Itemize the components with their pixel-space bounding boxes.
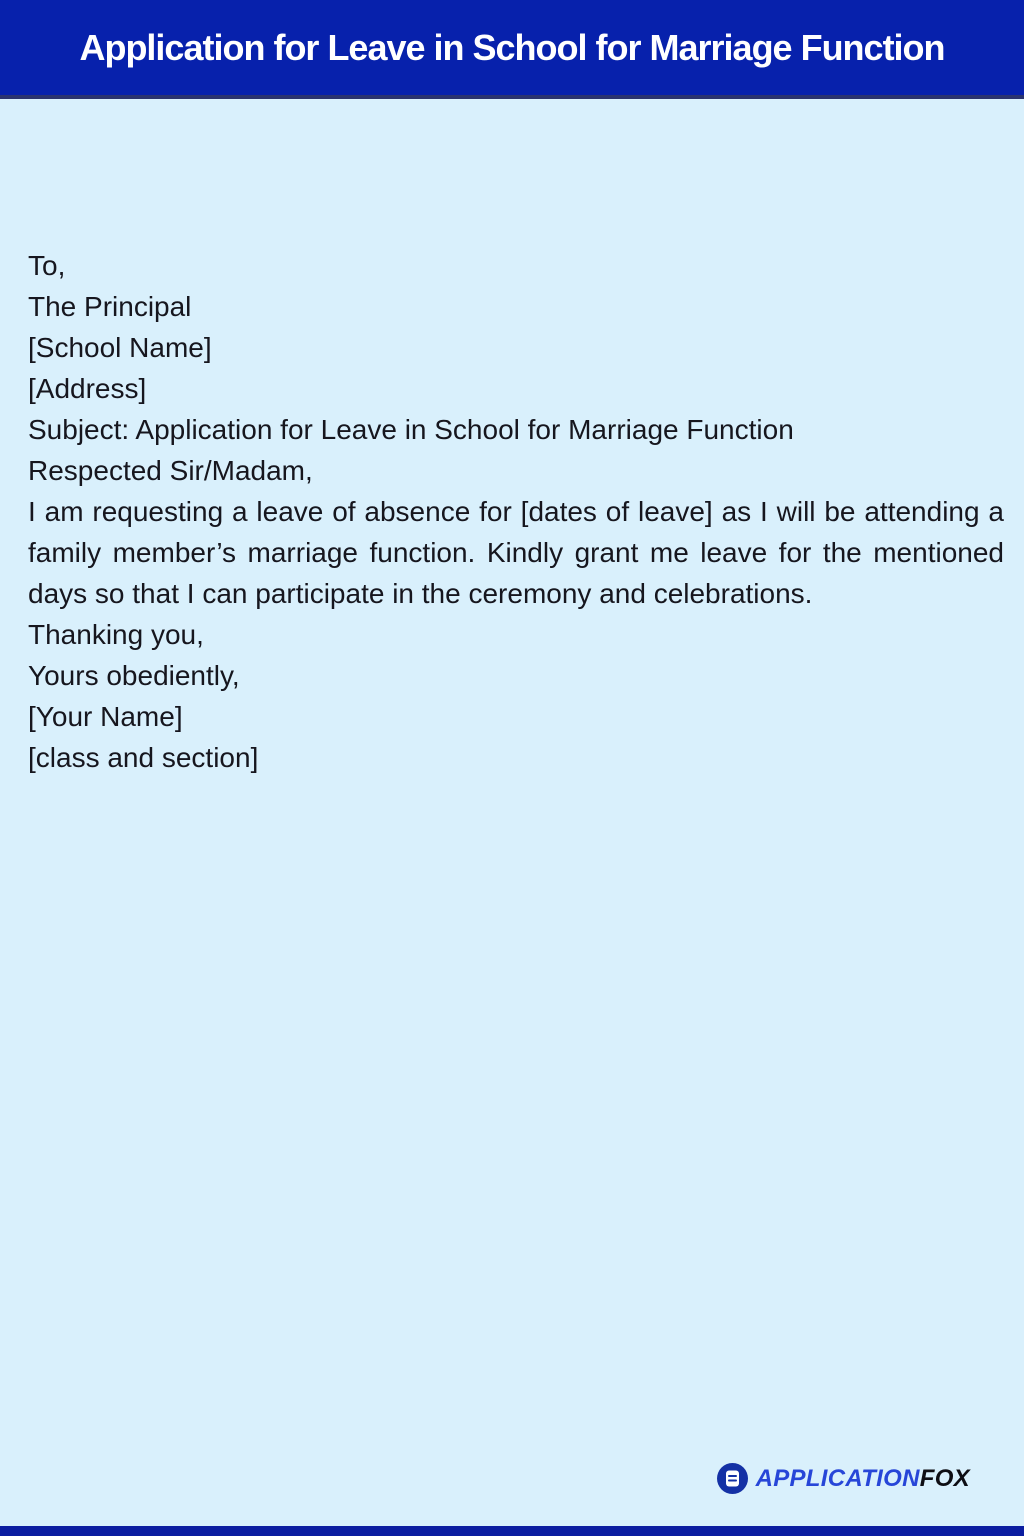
document-icon: [717, 1463, 748, 1494]
recipient-line: [School Name]: [28, 332, 212, 363]
body-paragraph: I am requesting a leave of absence for [dates of leave] as I will be attending a family member’s marriage function. Kindly grant me leave for the mentioned days so that I can participate in the ceremony and celebrations.: [28, 496, 1004, 609]
recipient-line: To,: [28, 250, 66, 281]
thanks-line: Thanking you,: [28, 619, 204, 650]
closing-block: [28, 655, 1004, 778]
subject-line: Subject: Application for Leave in School for Marriage Function: [28, 414, 794, 445]
salutation: Respected Sir/Madam,: [28, 455, 313, 486]
recipient-line: The Principal: [28, 291, 192, 322]
brand-logo: [717, 1463, 970, 1494]
page-title: Application for Leave in School for Marriage Function: [79, 26, 945, 68]
closing-line: [Your Name]: [28, 701, 183, 732]
recipient-line: [Address]: [28, 373, 147, 404]
closing-line: [class and section]: [28, 742, 259, 773]
page-header: [0, 0, 1024, 99]
footer-bar: [0, 1526, 1024, 1536]
closing-line: Yours obediently,: [28, 660, 240, 691]
brand-wordmark-application: APPLICATION: [755, 1464, 920, 1492]
brand-wordmark: [756, 1465, 970, 1493]
recipient-block: [28, 245, 1004, 409]
letter: [0, 99, 1024, 778]
brand-wordmark-fox: FOX: [919, 1464, 970, 1492]
